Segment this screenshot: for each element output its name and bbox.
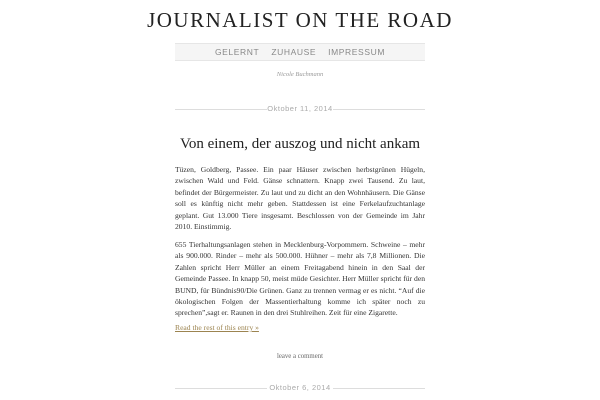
divider-line [333, 109, 425, 110]
nav-item-zuhause[interactable]: ZUHAUSE [271, 47, 317, 57]
post-paragraph-text: 655 Tierhaltungsanlagen stehen in Mecklenburg-Vorpommern. Schweine – mehr als 900.000. Rinder – mehr als 500.000. Hühner – mehr als 7,8 Millionen. Die Zahlen spricht Herr Müller an einem Freitagabend hinein in den Saal der Gemeinde Passee. In knapp 50, meist müde Gesichter. Herr Müller spricht für den BUND, für Bündnis90/Die Grünen. Ganz zu trennen vermag er es nicht. “Auf die ökologischen Folgen der Massentierhaltung komme ich später noch zu sprechen”,sagt er. Raunen in den drei Stuhlreihen. Zeit für eine Zigarette. [175, 240, 425, 318]
nav-item-impressum[interactable]: IMPRESSUM [328, 47, 386, 57]
site-tagline: Nicole Buchmann [276, 71, 324, 78]
post-paragraph-2 [175, 239, 425, 319]
post-paragraph-text: Tüzen, Goldberg, Passee. Ein paar Häuser zwischen herbstgrünen Hügeln, zwischen Wald und Feld. Gänse schnattern. Knapp zwei Tausend. Zu laut, befindet der Bürgermeister. Zu laut und zu dicht an den Wohnhäusern. Die Gänse soll es künftig nicht mehr geben. Stattdessen ist eine Ferkelaufzuchtanlage geplant. Gut 13.000 Tiere insgesamt. Beschlossen von der Gemeinde im Jahr 2010. Einstimmig. [175, 165, 425, 232]
site-title[interactable]: JOURNALIST ON THE ROAD [147, 8, 453, 32]
read-more-link[interactable]: Read the rest of this entry » [175, 323, 259, 332]
main-navigation [175, 43, 425, 61]
nav-item-gelernt[interactable]: GELERNT [214, 47, 260, 57]
leave-comment-link[interactable]: leave a comment [276, 353, 324, 360]
post-paragraph-1 [175, 164, 425, 232]
divider-line [333, 388, 425, 389]
post-date-divider-next [175, 383, 425, 393]
post-date-next: Oktober 6, 2014 [269, 383, 331, 392]
post-date: Oktober 11, 2014 [267, 104, 333, 113]
post-date-divider [175, 104, 425, 114]
post-title[interactable]: Von einem, der auszog und nicht ankam [179, 136, 421, 152]
